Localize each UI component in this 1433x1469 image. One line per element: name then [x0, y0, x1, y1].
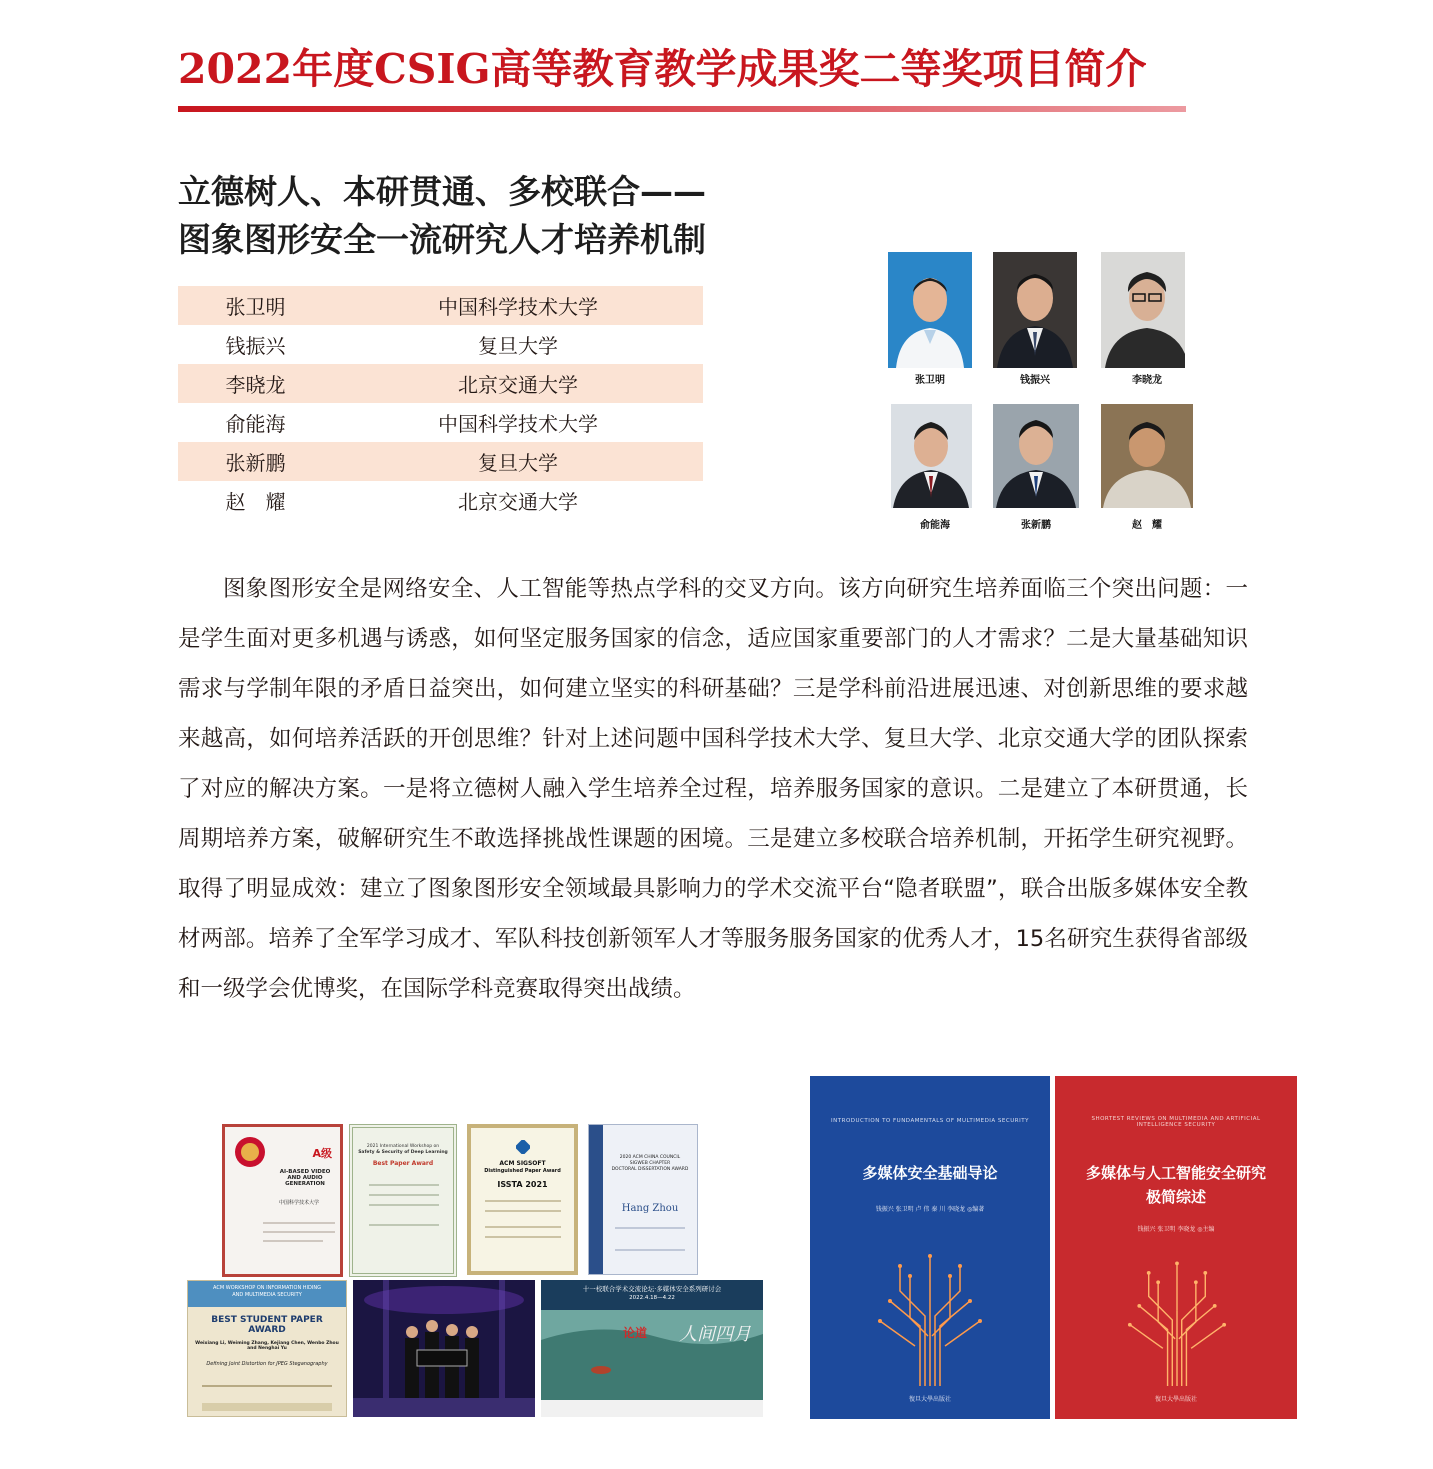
- member-org: 复旦大学: [478, 451, 558, 475]
- member-row: [178, 364, 703, 403]
- member-name: 俞能海: [225, 412, 286, 436]
- acm-logo-icon: [516, 1140, 530, 1154]
- circuit-tree-icon: [870, 1246, 990, 1386]
- book-cover: [1055, 1076, 1297, 1419]
- portrait-photo: [1101, 404, 1193, 508]
- member-name: 赵 耀: [225, 490, 286, 514]
- cert-award: BEST STUDENT PAPER AWARD: [211, 1315, 323, 1335]
- book-subtitle-en: INTRODUCTION TO FUNDAMENTALS OF MULTIMEDIA SECURITY: [831, 1118, 1029, 1124]
- cert-line: 2020 ACM CHINA COUNCIL: [619, 1155, 681, 1160]
- member-row: [178, 325, 703, 364]
- cert-grade: A级: [312, 1147, 332, 1160]
- poster-badge: 论道: [623, 1326, 648, 1340]
- cert-line: ACM WORKSHOP ON INFORMATION HIDING: [213, 1285, 321, 1291]
- book-authors: 钱振兴 张卫明 卢 伟 秦 川 李晓龙 ◎编著: [875, 1206, 985, 1213]
- member-name: 张卫明: [225, 295, 286, 319]
- certificate-image: [588, 1124, 698, 1275]
- member-org: 北京交通大学: [458, 373, 578, 397]
- portrait-caption: 张卫明: [915, 375, 945, 386]
- member-name: 李晓龙: [225, 373, 286, 397]
- cert-line: AND MULTIMEDIA SECURITY: [232, 1292, 302, 1298]
- member-row: [178, 481, 703, 520]
- member-name: 钱振兴: [225, 334, 286, 358]
- seal-icon: [233, 1135, 267, 1169]
- award-stage-photo: [353, 1280, 535, 1417]
- poster-title: 十一校联合学术交流论坛·多媒体安全系列研讨会: [582, 1285, 722, 1293]
- portrait-caption: 李晓龙: [1132, 375, 1162, 386]
- book-title: 多媒体安全基础导论: [862, 1164, 998, 1182]
- portrait-photo: [993, 252, 1077, 368]
- book-title: 多媒体与人工智能安全研究: [1085, 1164, 1266, 1182]
- cert-authors: Weixiang Li, Weiming Zhang, Kejiang Chen, Wenbo Zhou and Nenghai Yu: [195, 1341, 339, 1351]
- poster-date: 2022.4.18—4.22: [629, 1295, 675, 1301]
- page-title: 2022年度CSIG高等教育教学成果奖二等奖项目简介: [178, 45, 1147, 93]
- member-row: [178, 286, 703, 325]
- certificate-image: [467, 1124, 578, 1275]
- certificate-image: [222, 1124, 343, 1277]
- member-name: 张新鹏: [225, 451, 286, 475]
- poster-script: 人间四月: [679, 1324, 751, 1345]
- book-authors: 钱振兴 张卫明 李晓龙 ◎主编: [1137, 1226, 1215, 1233]
- portrait-caption: 俞能海: [920, 520, 950, 531]
- title-rule: [178, 106, 1186, 112]
- cert-line: 2021 International Workshop on: [366, 1144, 440, 1149]
- member-row: [178, 403, 703, 442]
- certificate-image: [187, 1280, 347, 1417]
- portrait-caption: 张新鹏: [1021, 520, 1051, 531]
- cert-title: AI-BASED VIDEO AND AUDIO GENERATION: [279, 1169, 331, 1187]
- portrait-photo: [888, 252, 972, 368]
- project-title-line1: 立德树人、本研贯通、多校联合——: [178, 172, 706, 211]
- member-table: [178, 286, 703, 520]
- cert-award: Best Paper Award: [372, 1160, 434, 1167]
- cert-line: SIGWEB CHAPTER: [629, 1161, 671, 1166]
- forum-poster: [541, 1280, 763, 1417]
- member-org: 中国科学技术大学: [438, 412, 598, 436]
- book-title: 极简综述: [1145, 1188, 1206, 1206]
- cert-line: DOCTORAL DISSERTATION AWARD: [611, 1167, 689, 1172]
- member-org: 中国科学技术大学: [438, 295, 598, 319]
- portrait-photo: [993, 404, 1079, 508]
- project-title: [178, 168, 706, 264]
- cert-line: Safety & Security of Deep Learning: [358, 1150, 448, 1155]
- cert-recipient: Hang Zhou: [621, 1203, 679, 1214]
- project-title-line2: 图象图形安全一流研究人才培养机制: [178, 220, 706, 259]
- circuit-tree-icon: [1117, 1254, 1237, 1386]
- member-org: 北京交通大学: [458, 490, 578, 514]
- book-cover: [810, 1076, 1050, 1419]
- book-subtitle-en: SHORTEST REVIEWS ON MULTIMEDIA AND ARTIFICIAL INTELLIGENCE SECURITY: [1091, 1116, 1261, 1128]
- certificate-image: [349, 1124, 457, 1277]
- cert-org: 中国科学技术大学: [278, 1200, 319, 1206]
- member-org: 复旦大学: [478, 334, 558, 358]
- book-publisher: 復旦大學出版社: [1154, 1396, 1197, 1403]
- portrait-photo: [1101, 252, 1185, 368]
- cert-event: ISSTA 2021: [497, 1180, 548, 1189]
- cert-paper: Defining Joint Distortion for JPEG Steganography: [206, 1361, 328, 1367]
- book-publisher: 復旦大學出版社: [908, 1396, 951, 1403]
- cert-line: ACM SIGSOFT: [499, 1160, 546, 1167]
- body-paragraph: 图象图形安全是网络安全、人工智能等热点学科的交叉方向。该方向研究生培养面临三个突出问题：一是学生面对更多机遇与诱惑，如何坚定服务国家的信念，适应国家重要部门的人才需求？二是大量基础知识需求与学制年限的矛盾日益突出，如何建立坚实的科研基础？三是学科前沿进展迅速、对创新思维的要求越来越高，如何培养活跃的开创思维？针对上述问题中国科学技术大学、复旦大学、北京交通大学的团队探索了对应的解决方案。一是将立德树人融入学生培养全过程，培养服务国家的意识。二是建立了本研贯通，长周期培养方案，破解研究生不敢选择挑战性课题的困境。三是建立多校联合培养机制，开拓学生研究视野。取得了明显成效：建立了图象图形安全领域最具影响力的学术交流平台“隐者联盟”，联合出版多媒体安全教材两部。培养了全军学习成才、军队科技创新领军人才等服务服务国家的优秀人才，15名研究生获得省部级和一级学会优博奖，在国际学科竞赛取得突出战绩。: [178, 576, 1248, 1002]
- portrait-photo: [891, 404, 972, 508]
- portrait-caption: 赵 耀: [1132, 520, 1162, 531]
- member-row: [178, 442, 703, 481]
- cert-line: Distinguished Paper Award: [484, 1168, 561, 1174]
- portrait-caption: 钱振兴: [1020, 375, 1050, 386]
